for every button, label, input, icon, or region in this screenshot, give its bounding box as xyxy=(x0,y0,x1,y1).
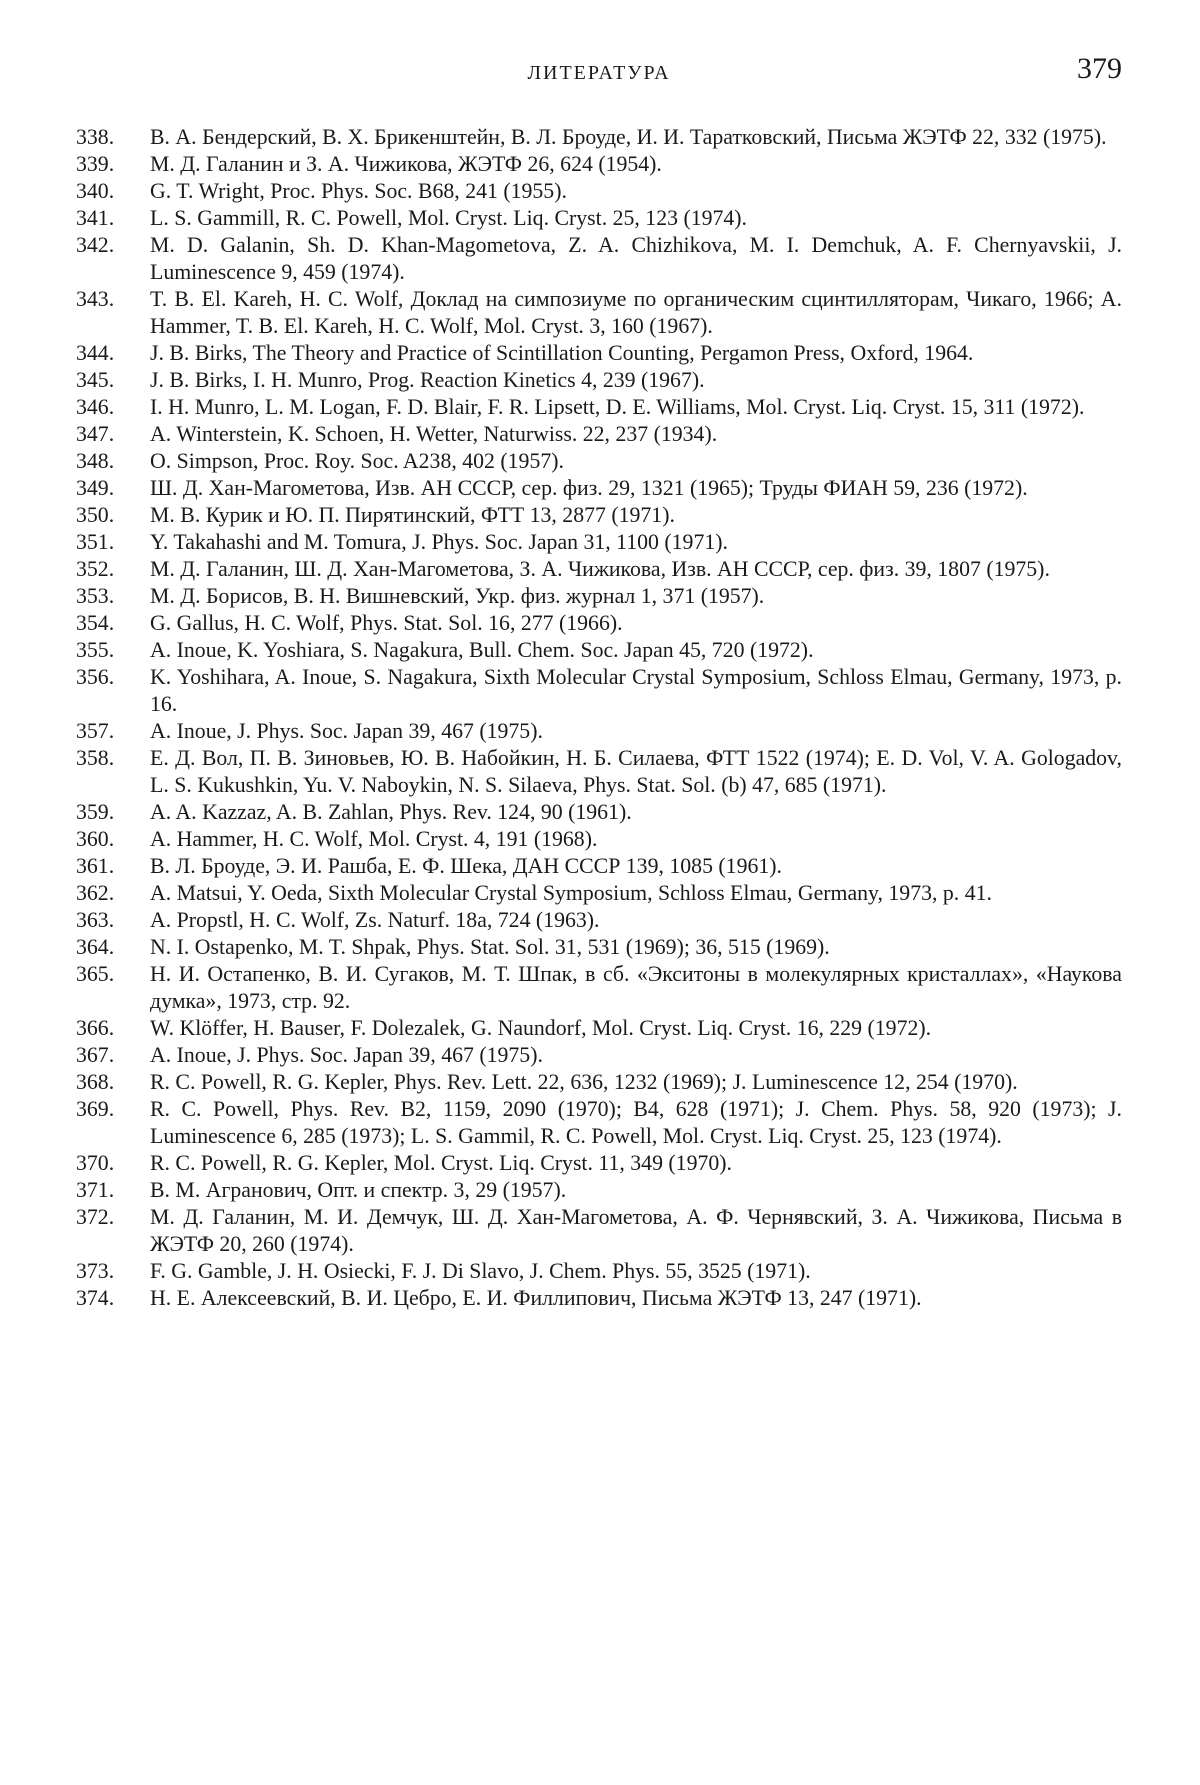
reference-list xyxy=(76,124,1122,1312)
reference-text: Y. Takahashi and M. Tomura, J. Phys. Soc. Japan 31, 1100 (1971). xyxy=(150,530,728,554)
reference-number: 356. xyxy=(76,665,115,689)
reference-item xyxy=(76,475,1122,502)
reference-item xyxy=(76,529,1122,556)
reference-number: 353. xyxy=(76,584,115,608)
reference-number: 372. xyxy=(76,1205,115,1229)
reference-number: 365. xyxy=(76,962,115,986)
reference-number: 355. xyxy=(76,638,115,662)
reference-text: L. S. Gammill, R. C. Powell, Mol. Cryst. Liq. Cryst. 25, 123 (1974). xyxy=(150,206,748,230)
reference-text: J. B. Birks, The Theory and Practice of Scintillation Counting, Pergamon Press, Oxford, 1964. xyxy=(150,341,974,365)
reference-text: М. Д. Галанин, Ш. Д. Хан-Магометова, З. А. Чижикова, Изв. АН СССР, сер. физ. 39, 1807 (1975). xyxy=(150,557,1050,581)
reference-text: A. Inoue, J. Phys. Soc. Japan 39, 467 (1975). xyxy=(150,1043,543,1067)
reference-item xyxy=(76,664,1122,718)
reference-text: T. B. El. Kareh, H. C. Wolf, Доклад на симпозиуме по органическим сцинтилляторам, Чикаго, 1966; A. Hammer, T. B. El. Kareh, H. C. Wolf, Mol. Cryst. 3, 160 (1967). xyxy=(150,287,1122,338)
reference-item xyxy=(76,718,1122,745)
reference-number: 347. xyxy=(76,422,115,446)
reference-item xyxy=(76,340,1122,367)
reference-number: 338. xyxy=(76,125,115,149)
reference-number: 364. xyxy=(76,935,115,959)
reference-item xyxy=(76,1069,1122,1096)
reference-item xyxy=(76,367,1122,394)
reference-item xyxy=(76,880,1122,907)
reference-item xyxy=(76,1096,1122,1150)
reference-number: 359. xyxy=(76,800,115,824)
reference-text: I. H. Munro, L. M. Logan, F. D. Blair, F. R. Lipsett, D. E. Williams, Mol. Cryst. Liq. Cryst. 15, 311 (1972). xyxy=(150,395,1085,419)
reference-item xyxy=(76,178,1122,205)
reference-text: N. I. Ostapenko, M. T. Shpak, Phys. Stat. Sol. 31, 531 (1969); 36, 515 (1969). xyxy=(150,935,830,959)
reference-number: 368. xyxy=(76,1070,115,1094)
reference-number: 360. xyxy=(76,827,115,851)
reference-text: Ш. Д. Хан-Магометова, Изв. АН СССР, сер. физ. 29, 1321 (1965); Труды ФИАН 59, 236 (1972). xyxy=(150,476,1028,500)
reference-number: 361. xyxy=(76,854,115,878)
reference-text: G. Gallus, H. C. Wolf, Phys. Stat. Sol. 16, 277 (1966). xyxy=(150,611,623,635)
reference-text: A. Inoue, K. Yoshiara, S. Nagakura, Bull. Chem. Soc. Japan 45, 720 (1972). xyxy=(150,638,814,662)
reference-item xyxy=(76,124,1122,151)
reference-item xyxy=(76,556,1122,583)
reference-item xyxy=(76,583,1122,610)
reference-item xyxy=(76,205,1122,232)
reference-item xyxy=(76,151,1122,178)
reference-item xyxy=(76,745,1122,799)
reference-number: 370. xyxy=(76,1151,115,1175)
reference-text: A. Propstl, H. C. Wolf, Zs. Naturf. 18a, 724 (1963). xyxy=(150,908,600,932)
reference-text: Н. И. Остапенко, В. И. Сугаков, М. Т. Шпак, в сб. «Экситоны в молекулярных кристаллах», «Наукова думка», 1973, стр. 92. xyxy=(150,962,1122,1013)
reference-number: 343. xyxy=(76,287,115,311)
reference-item xyxy=(76,1177,1122,1204)
reference-number: 346. xyxy=(76,395,115,419)
reference-number: 344. xyxy=(76,341,115,365)
reference-item xyxy=(76,1285,1122,1312)
reference-item xyxy=(76,421,1122,448)
reference-number: 342. xyxy=(76,233,115,257)
reference-text: F. G. Gamble, J. H. Osiecki, F. J. Di Slavo, J. Chem. Phys. 55, 3525 (1971). xyxy=(150,1259,811,1283)
reference-text: Е. Д. Вол, П. В. Зиновьев, Ю. В. Набойкин, Н. Б. Силаева, ФТТ 1522 (1974); E. D. Vol, V. A. Gologadov, L. S. Kukushkin, Yu. V. Naboykin, N. S. Silaeva, Phys. Stat. Sol. (b) 47, 685 (1971). xyxy=(150,746,1122,797)
reference-text: М. Д. Борисов, В. Н. Вишневский, Укр. физ. журнал 1, 371 (1957). xyxy=(150,584,765,608)
reference-item xyxy=(76,448,1122,475)
reference-text: Н. Е. Алексеевский, В. И. Цебро, Е. И. Филлипович, Письма ЖЭТФ 13, 247 (1971). xyxy=(150,1286,922,1310)
reference-number: 362. xyxy=(76,881,115,905)
reference-item xyxy=(76,826,1122,853)
reference-item xyxy=(76,502,1122,529)
reference-number: 366. xyxy=(76,1016,115,1040)
reference-text: K. Yoshihara, A. Inoue, S. Nagakura, Sixth Molecular Crystal Symposium, Schloss Elmau, Germany, 1973, p. 16. xyxy=(150,665,1122,716)
reference-item xyxy=(76,286,1122,340)
reference-text: A. Hammer, H. C. Wolf, Mol. Cryst. 4, 191 (1968). xyxy=(150,827,598,851)
reference-text: М. В. Курик и Ю. П. Пирятинский, ФТТ 13, 2877 (1971). xyxy=(150,503,675,527)
reference-text: В. М. Агранович, Опт. и спектр. 3, 29 (1957). xyxy=(150,1178,567,1202)
running-head xyxy=(76,52,1122,112)
reference-number: 352. xyxy=(76,557,115,581)
reference-text: A. A. Kazzaz, A. B. Zahlan, Phys. Rev. 124, 90 (1961). xyxy=(150,800,632,824)
reference-text: A. Winterstein, K. Schoen, H. Wetter, Naturwiss. 22, 237 (1934). xyxy=(150,422,718,446)
reference-item xyxy=(76,1150,1122,1177)
reference-text: M. D. Galanin, Sh. D. Khan-Magometova, Z. A. Chizhikova, M. I. Demchuk, A. F. Chernyavskii, J. Luminescence 9, 459 (1974). xyxy=(150,233,1122,284)
reference-number: 358. xyxy=(76,746,115,770)
reference-number: 354. xyxy=(76,611,115,635)
reference-number: 369. xyxy=(76,1097,115,1121)
reference-number: 367. xyxy=(76,1043,115,1067)
reference-item xyxy=(76,637,1122,664)
reference-number: 349. xyxy=(76,476,115,500)
reference-number: 351. xyxy=(76,530,115,554)
reference-number: 345. xyxy=(76,368,115,392)
reference-item xyxy=(76,961,1122,1015)
reference-text: O. Simpson, Proc. Roy. Soc. A238, 402 (1957). xyxy=(150,449,564,473)
reference-number: 341. xyxy=(76,206,115,230)
reference-number: 339. xyxy=(76,152,115,176)
page-number: 379 xyxy=(1077,52,1122,85)
reference-text: J. B. Birks, I. H. Munro, Prog. Reaction Kinetics 4, 239 (1967). xyxy=(150,368,705,392)
reference-text: В. А. Бендерский, В. Х. Брикенштейн, В. Л. Броуде, И. И. Таратковский, Письма ЖЭТФ 22, 332 (1975). xyxy=(150,125,1107,149)
reference-number: 357. xyxy=(76,719,115,743)
reference-text: М. Д. Галанин и З. А. Чижикова, ЖЭТФ 26, 624 (1954). xyxy=(150,152,662,176)
reference-text: A. Matsui, Y. Oeda, Sixth Molecular Crystal Symposium, Schloss Elmau, Germany, 1973, p. 41. xyxy=(150,881,992,905)
reference-number: 363. xyxy=(76,908,115,932)
reference-item xyxy=(76,232,1122,286)
running-title: ЛИТЕРАТУРА xyxy=(527,62,671,84)
reference-item xyxy=(76,1042,1122,1069)
reference-text: G. T. Wright, Proc. Phys. Soc. B68, 241 (1955). xyxy=(150,179,567,203)
reference-number: 340. xyxy=(76,179,115,203)
reference-text: R. C. Powell, R. G. Kepler, Mol. Cryst. Liq. Cryst. 11, 349 (1970). xyxy=(150,1151,732,1175)
reference-text: W. Klöffer, H. Bauser, F. Dolezalek, G. Naundorf, Mol. Cryst. Liq. Cryst. 16, 229 (1972). xyxy=(150,1016,932,1040)
reference-text: A. Inoue, J. Phys. Soc. Japan 39, 467 (1975). xyxy=(150,719,543,743)
reference-item xyxy=(76,394,1122,421)
book-page xyxy=(76,52,1122,1312)
reference-number: 348. xyxy=(76,449,115,473)
reference-item xyxy=(76,1258,1122,1285)
reference-number: 373. xyxy=(76,1259,115,1283)
reference-number: 371. xyxy=(76,1178,115,1202)
reference-number: 374. xyxy=(76,1286,115,1310)
reference-text: М. Д. Галанин, М. И. Демчук, Ш. Д. Хан-Магометова, А. Ф. Чернявский, З. А. Чижикова, Письма в ЖЭТФ 20, 260 (1974). xyxy=(150,1205,1122,1256)
reference-item xyxy=(76,1204,1122,1258)
reference-item xyxy=(76,799,1122,826)
reference-text: R. C. Powell, R. G. Kepler, Phys. Rev. Lett. 22, 636, 1232 (1969); J. Luminescence 12, 254 (1970). xyxy=(150,1070,1018,1094)
reference-number: 350. xyxy=(76,503,115,527)
reference-item xyxy=(76,610,1122,637)
reference-item xyxy=(76,907,1122,934)
reference-text: R. C. Powell, Phys. Rev. B2, 1159, 2090 (1970); B4, 628 (1971); J. Chem. Phys. 58, 920 (1973); J. Luminescence 6, 285 (1973); L. S. Gammil, R. C. Powell, Mol. Cryst. Liq. Cryst. 25, 123 (1974). xyxy=(150,1097,1122,1148)
reference-item xyxy=(76,934,1122,961)
reference-item xyxy=(76,853,1122,880)
reference-text: В. Л. Броуде, Э. И. Рашба, Е. Ф. Шека, ДАН СССР 139, 1085 (1961). xyxy=(150,854,782,878)
reference-item xyxy=(76,1015,1122,1042)
